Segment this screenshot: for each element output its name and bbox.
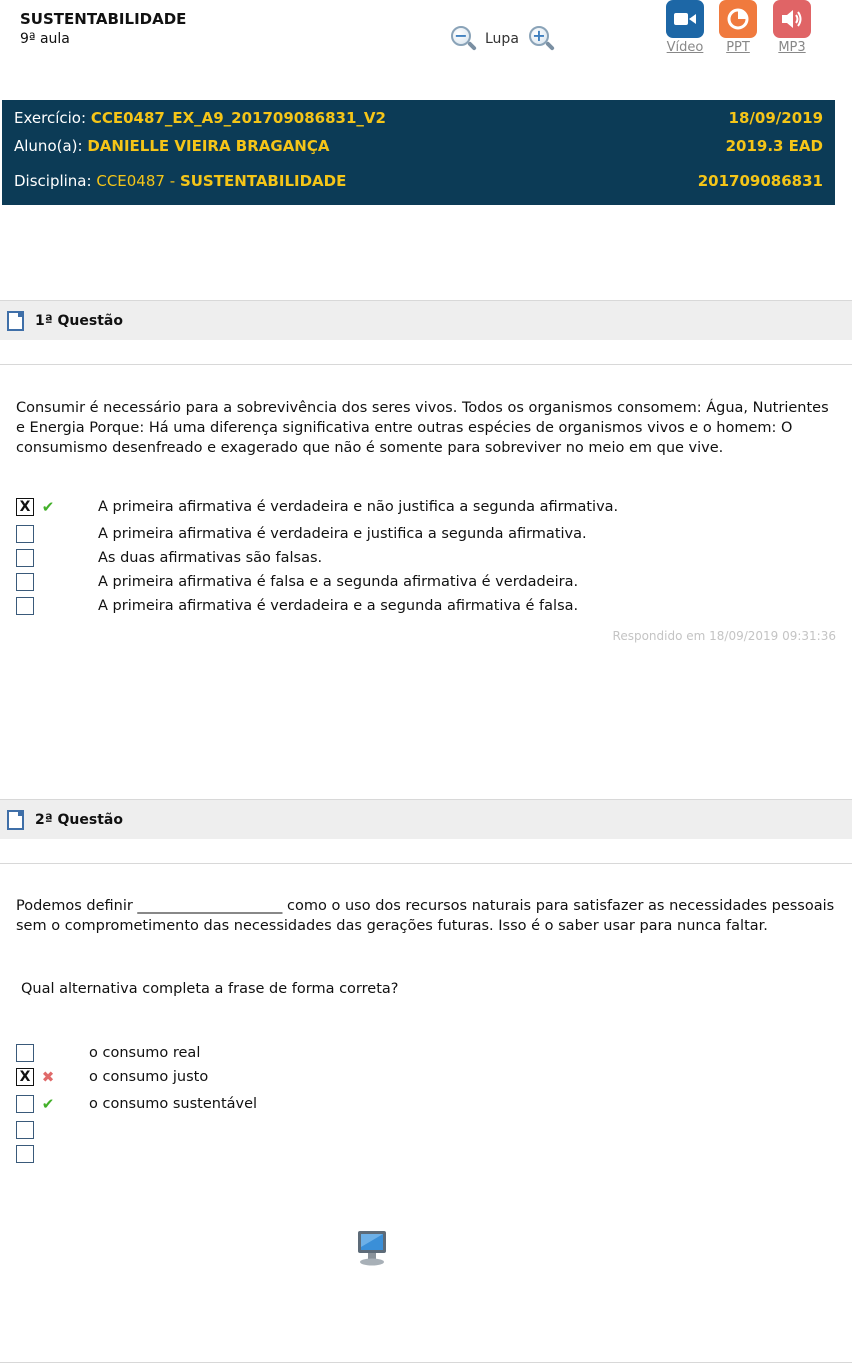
pie-chart-icon[interactable] bbox=[719, 0, 757, 38]
video-button[interactable] bbox=[663, 0, 707, 55]
option-text: As duas afirmativas são falsas. bbox=[98, 550, 323, 566]
option-checkbox[interactable] bbox=[16, 525, 34, 543]
option-text: A primeira afirmativa é verdadeira e a segunda afirmativa é falsa. bbox=[98, 598, 579, 614]
mp3-label[interactable]: MP3 bbox=[778, 40, 806, 55]
question-2-text: Podemos definir ____________________ como o uso dos recursos naturais para satisfazer as necessidades pessoais sem o comprometimento das necessidades das gerações futuras. Isso é o saber usar para nunca faltar. bbox=[16, 898, 835, 934]
q1-option-1[interactable] bbox=[16, 497, 619, 517]
option-checkbox[interactable] bbox=[16, 1095, 34, 1113]
discipline-dash: - bbox=[169, 172, 176, 190]
option-text: A primeira afirmativa é verdadeira e justifica a segunda afirmativa. bbox=[98, 526, 587, 542]
exercise-label: Exercício: bbox=[14, 109, 87, 127]
zoom-in-icon[interactable]: + bbox=[527, 24, 557, 54]
footer-divider bbox=[0, 1362, 852, 1363]
exercise-date: 18/09/2019 bbox=[728, 109, 823, 127]
course-title: SUSTENTABILIDADE bbox=[20, 10, 187, 28]
option-checkbox[interactable] bbox=[16, 573, 34, 591]
q2-option-5[interactable] bbox=[16, 1144, 58, 1164]
q2-option-1[interactable] bbox=[16, 1043, 201, 1063]
q1-option-4[interactable] bbox=[16, 572, 579, 592]
option-text: o consumo real bbox=[89, 1045, 201, 1061]
q2-option-2[interactable] bbox=[16, 1067, 209, 1087]
exercise-info-panel bbox=[2, 100, 835, 205]
divider bbox=[0, 364, 852, 365]
wrong-x-icon: ✖ bbox=[41, 1068, 55, 1086]
question-1-text: Consumir é necessário para a sobrevivência dos seres vivos. Todos os organismos consomem: Água, Nutrientes e Energia Porque: Há uma diferença significativa entre outras espécies de organismos vivos e o homem: O consumismo desenfreado e exagerado que não é somente para sobreviver no meio em que vive. bbox=[16, 400, 829, 456]
question-1-title: 1ª Questão bbox=[35, 312, 123, 329]
lesson-number: 9ª aula bbox=[20, 31, 70, 47]
option-checkbox[interactable] bbox=[16, 1145, 34, 1163]
option-checkbox[interactable] bbox=[16, 549, 34, 567]
zoom-out-icon[interactable]: − bbox=[449, 24, 479, 54]
discipline-label: Disciplina: bbox=[14, 172, 92, 190]
document-icon bbox=[7, 810, 24, 830]
option-checkbox[interactable] bbox=[16, 597, 34, 615]
option-text: o consumo justo bbox=[89, 1069, 209, 1085]
discipline-code: CCE0487 bbox=[96, 172, 165, 190]
q2-option-4[interactable] bbox=[16, 1120, 58, 1140]
q1-option-3[interactable] bbox=[16, 548, 323, 568]
option-checkbox[interactable] bbox=[16, 1044, 34, 1062]
document-icon bbox=[7, 311, 24, 331]
term: 2019.3 EAD bbox=[725, 137, 823, 155]
video-label[interactable]: Vídeo bbox=[666, 40, 704, 55]
question-1-header bbox=[0, 300, 852, 340]
magnifier-controls bbox=[449, 24, 557, 54]
correct-check-icon: ✔ bbox=[41, 498, 55, 516]
option-checkbox[interactable] bbox=[16, 1121, 34, 1139]
option-checkbox[interactable]: X bbox=[16, 1068, 34, 1086]
exercise-code: CCE0487_EX_A9_201709086831_V2 bbox=[90, 109, 386, 127]
mp3-button[interactable] bbox=[770, 0, 814, 55]
student-label: Aluno(a): bbox=[14, 137, 83, 155]
option-text: A primeira afirmativa é verdadeira e não justifica a segunda afirmativa. bbox=[98, 499, 619, 515]
answered-timestamp: Respondido em 18/09/2019 09:31:36 bbox=[612, 629, 836, 643]
registration-number: 201709086831 bbox=[697, 172, 823, 190]
computer-monitor-icon[interactable] bbox=[355, 1229, 389, 1267]
student-name: DANIELLE VIEIRA BRAGANÇA bbox=[87, 137, 330, 155]
option-checkbox[interactable]: X bbox=[16, 498, 34, 516]
ppt-label[interactable]: PPT bbox=[726, 40, 750, 55]
speaker-icon[interactable] bbox=[773, 0, 811, 38]
lupa-label: Lupa bbox=[485, 31, 519, 47]
question-2-prompt: Qual alternativa completa a frase de forma correta? bbox=[21, 981, 399, 997]
question-2-header bbox=[0, 799, 852, 839]
option-text: A primeira afirmativa é falsa e a segunda afirmativa é verdadeira. bbox=[98, 574, 579, 590]
q2-option-3[interactable] bbox=[16, 1094, 258, 1114]
correct-check-icon: ✔ bbox=[41, 1095, 55, 1113]
q1-option-2[interactable] bbox=[16, 524, 587, 544]
discipline-name: SUSTENTABILIDADE bbox=[179, 172, 347, 190]
option-text: o consumo sustentável bbox=[89, 1096, 258, 1112]
question-2-title: 2ª Questão bbox=[35, 811, 123, 828]
ppt-button[interactable] bbox=[716, 0, 760, 55]
divider bbox=[0, 863, 852, 864]
q1-option-5[interactable] bbox=[16, 596, 579, 616]
video-camera-icon[interactable] bbox=[666, 0, 704, 38]
